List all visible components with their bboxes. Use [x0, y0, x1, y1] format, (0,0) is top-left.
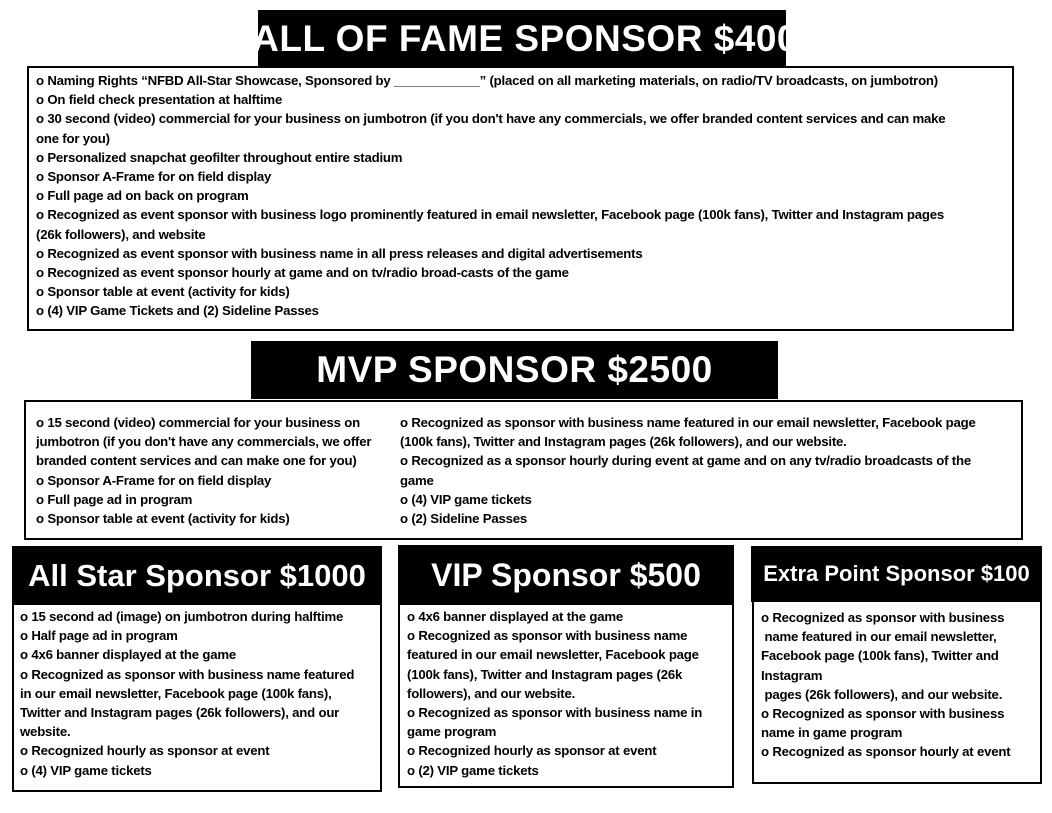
benefit-line: o Recognized hourly as sponsor at event — [407, 743, 657, 759]
benefit-line: o Recognized as sponsor with business — [761, 706, 1005, 722]
benefit-line: o Sponsor table at event (activity for kids) — [36, 511, 290, 527]
benefit-line: o 15 second (video) commercial for your business on — [36, 415, 360, 430]
benefit-line: o Recognized as sponsor with business — [761, 610, 1005, 625]
benefit-line: o Full page ad on back on program — [36, 188, 249, 204]
benefit-line: o Half page ad in program — [20, 628, 178, 644]
benefit-line: jumbotron (if you don't have any commercials, we offer — [36, 434, 372, 450]
benefit-line: o Recognized as sponsor with business name in — [407, 705, 703, 721]
benefit-line: name in game program — [761, 725, 903, 741]
benefit-line: o Recognized as sponsor with business name featured in our email newsletter, Facebook page — [400, 415, 976, 430]
benefit-line: o Recognized hourly as sponsor at event — [20, 743, 270, 759]
benefit-line: o Recognized as sponsor with business name — [407, 628, 688, 644]
benefit-line: o Personalized snapchat geofilter throughout entire stadium — [36, 149, 403, 165]
extra-point-benefits — [752, 600, 1042, 784]
mvp-right-list — [400, 413, 1018, 528]
benefit-line: o Full page ad in program — [36, 491, 193, 507]
benefit-line: o (4) VIP game tickets — [400, 491, 532, 507]
mvp-left-list — [36, 413, 396, 528]
benefit-line: o Recognized as event sponsor with business name in all press releases and digital advertisements — [36, 245, 643, 261]
benefit-line: o 4x6 banner displayed at the game — [407, 609, 623, 624]
hall-of-fame-list — [36, 71, 1008, 321]
benefit-line: (100k fans), Twitter and Instagram pages (26k — [407, 666, 683, 682]
vip-benefits — [398, 603, 734, 788]
benefit-line: o 15 second ad (image) on jumbotron during halftime — [20, 609, 344, 624]
hall-of-fame-benefits — [27, 66, 1014, 331]
benefit-line: game — [400, 472, 434, 488]
benefit-line: o (2) VIP game tickets — [407, 762, 539, 778]
benefit-line: o Naming Rights “NFBD All-Star Showcase, Sponsored by ____________” (placed on all marketing materials, on radio/TV broadcasts, on jumbotron) — [36, 73, 938, 88]
benefit-line: Facebook page (100k fans), Twitter and — [761, 648, 999, 664]
benefit-line: o Recognized as event sponsor with business logo prominently featured in email newsletter, Facebook page (100k fans), Twitter and Instagram pages — [36, 207, 945, 223]
benefit-line: featured in our email newsletter, Facebook page — [407, 647, 699, 663]
benefit-line: one for you) — [36, 130, 110, 146]
benefit-line: o Recognized as event sponsor hourly at game and on tv/radio broad-casts of the game — [36, 265, 569, 281]
benefit-line: in our email newsletter, Facebook page (100k fans), — [20, 685, 332, 701]
benefit-line: branded content services and can make one for you) — [36, 453, 357, 469]
extra-point-title: Extra Point Sponsor $100 — [751, 546, 1042, 602]
benefit-line: o (4) VIP game tickets — [20, 762, 152, 778]
mvp-title: MVP SPONSOR $2500 — [251, 341, 778, 399]
benefit-line: game program — [407, 724, 497, 740]
benefit-line: pages (26k followers), and our website. — [761, 686, 1003, 702]
extra-point-list — [761, 608, 1039, 762]
vip-title: VIP Sponsor $500 — [398, 545, 734, 605]
benefit-line: o Recognized as sponsor hourly at event — [761, 744, 1011, 760]
benefit-line: o On field check presentation at halftime — [36, 92, 283, 108]
vip-list — [407, 607, 729, 780]
benefit-line: (100k fans), Twitter and Instagram pages (26k followers), and our website. — [400, 434, 847, 450]
benefit-line: o (4) VIP Game Tickets and (2) Sideline Passes — [36, 303, 319, 319]
benefit-line: o Recognized as sponsor with business name featured — [20, 666, 355, 682]
all-star-list — [20, 607, 376, 780]
benefit-line: name featured in our email newsletter, — [761, 629, 997, 645]
benefit-line: Instagram — [761, 667, 823, 683]
hall-of-fame-title: HALL OF FAME SPONSOR $4000 — [258, 10, 786, 68]
mvp-benefits — [24, 400, 1023, 540]
benefit-line: o (2) Sideline Passes — [400, 511, 527, 527]
benefit-line: o Sponsor table at event (activity for kids) — [36, 284, 290, 300]
all-star-benefits — [12, 603, 382, 792]
benefit-line: website. — [20, 724, 71, 740]
benefit-line: Twitter and Instagram pages (26k followers), and our — [20, 705, 340, 721]
benefit-line: o 4x6 banner displayed at the game — [20, 647, 236, 663]
benefit-line: followers), and our website. — [407, 685, 576, 701]
benefit-line: o 30 second (video) commercial for your business on jumbotron (if you don't have any commercials, we offer branded content services and can make — [36, 111, 946, 127]
benefit-line: (26k followers), and website — [36, 226, 206, 242]
all-star-title: All Star Sponsor $1000 — [12, 546, 382, 606]
benefit-line: o Sponsor A-Frame for on field display — [36, 169, 272, 185]
benefit-line: o Sponsor A-Frame for on field display — [36, 472, 272, 488]
benefit-line: o Recognized as a sponsor hourly during event at game and on any tv/radio broadcasts of the — [400, 453, 971, 469]
